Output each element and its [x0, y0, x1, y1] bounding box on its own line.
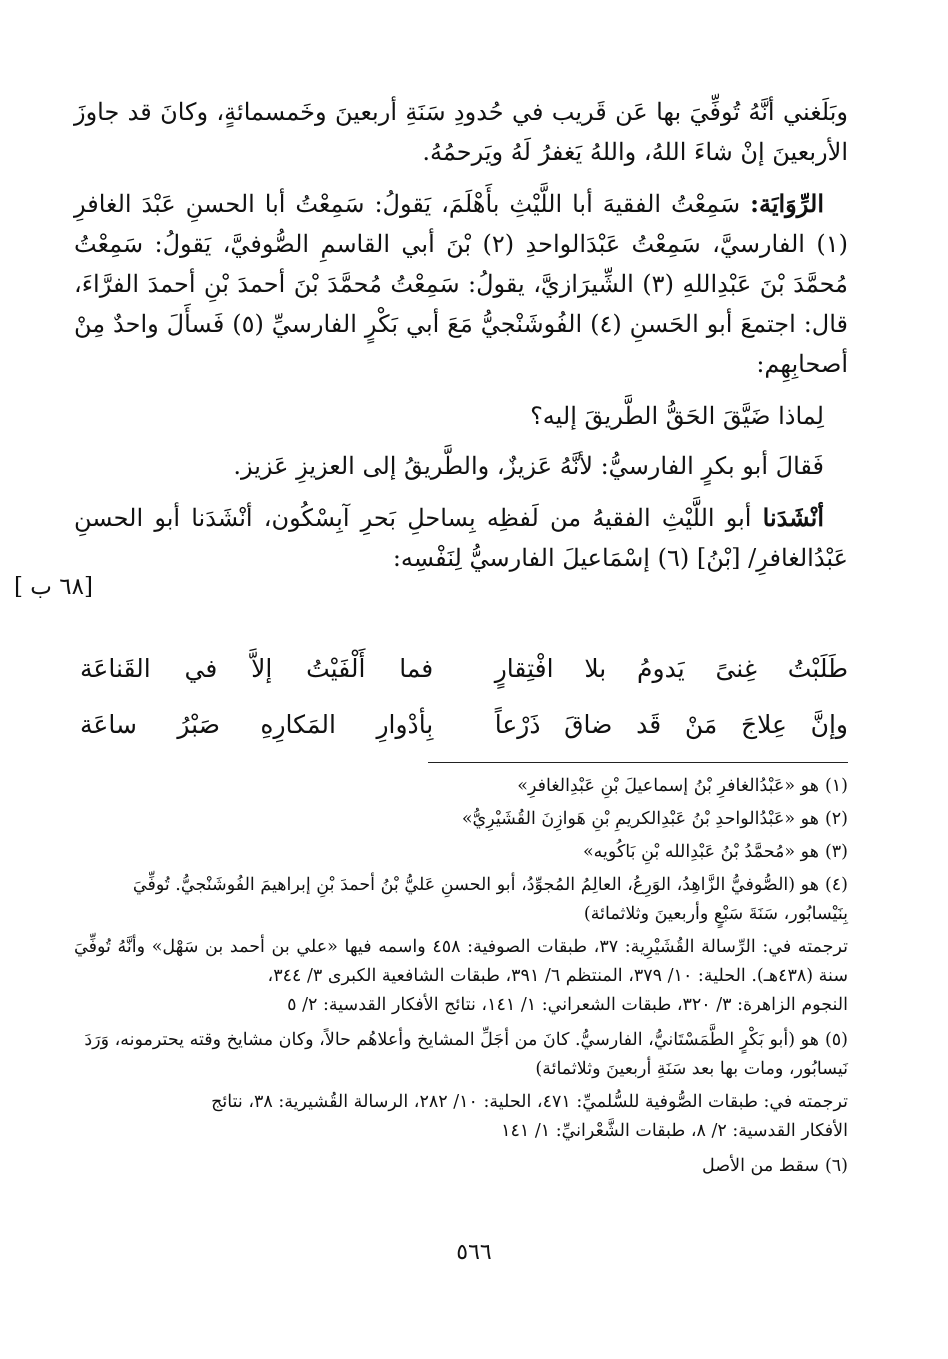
footnote-2	[74, 805, 848, 834]
footnote-5	[74, 1026, 848, 1084]
footnote-text: هو «عَبْدُالواحدِ بْنُ عَبْدِالكريمِ بْنِ هَوازِنَ القُشَيْرِيُّ»	[461, 809, 819, 829]
footnote-number: (١)	[824, 776, 848, 796]
footnote-text: هو (الصُّوفيُّ الزَّاهِدُ، الوَرِعُ، العالِمُ المُجوِّدُ، أبو الحسنِ عَليُّ بْنُ أحمدَ بْنِ إبراهيمَ الفُوشَنْجيُّ. تُوفِّيَ بِنَيْسابُور، سَنَةَ سَبْعٍ وأربعينَ وثلاثمائة)	[132, 875, 848, 924]
paragraph-death-note: وبَلَغني أنَّهُ تُوفِّيَ بها عَن قَريب في حُدودِ سَنَةِ أربعينَ وخَمسمائةٍ، وكانَ قد جاوزَ الأربعينَ إنْ شاءَ اللهُ، واللهُ يَغفرُ لَهُ ويَرحمُهُ.	[74, 98, 848, 166]
riwaya-heading: الرِّوَايَة:	[750, 189, 824, 218]
riwaya-text: سَمِعْتُ الفقيهَ أبا اللَّيْثِ بأَهْلَمَ، يَقولُ: سَمِعْتُ أبا الحسنِ عَبْدَ الغافرِ (١) الفارسيَّ، سَمِعْتُ عَبْدَالواحدِ (٢) بْنَ أبي القاسمِ الصُّوفيَّ، يَقولُ: سَمِعْتُ مُحمَّدَ بْنَ عَبْدِاللهِ (٣) الشِّيرَازيَّ، يقولُ: سَمِعْتُ مُحمَّدَ بْنَ أحمدَ بْنِ أحمدَ الفرَّاءَ، قال: اجتمعَ أبو الحَسنِ (٤) الفُوشَنْجيُّ مَعَ أبي بَكْرٍ الفارسيِّ (٥) فَسأَلَ واحدٌ مِنْ أصحابِهِم:	[74, 190, 848, 378]
folio-marker: [٦٨ ب ]	[14, 574, 93, 600]
main-text-block	[74, 92, 848, 590]
poem-verse-1-second-hemistich: فما أَلْفَيْتُ إلاَّ في القَناعَة	[80, 653, 434, 683]
reference-line: الأفكار القدسية: ٢/ ٨، طبقات الشَّعْرانيِّ: ١/ ١٤١	[501, 1121, 848, 1141]
footnote-5-references	[74, 1088, 848, 1146]
footnote-text: هو «عَبْدُالغافرِ بْنُ إسماعيلَ بْنِ عَبْدِالغافرِ»	[517, 776, 819, 796]
paragraph-riwaya	[74, 184, 848, 384]
paragraph-inshad	[74, 498, 848, 578]
footnotes	[74, 772, 848, 1185]
reference-line: ترجمته في: الرِّسالة القُشَيْرِية: ٣٧، طبقات الصوفية: ٤٥٨ واسمه فيها «علي بن أحمد بن سَهْل» وأنَّهُ تُوفِّيَ سنة (٤٣٨هـ). الحلية: ١٠/ ٣٧٩، المنتظم ٦/ ٣٩١، طبقات الشافعية الكبرى ٣/ ٣٤٤،	[74, 937, 848, 986]
reference-line: ترجمته في: طبقات الصُّوفية للسُّلميِّ: ٤٧١، الحلية: ١٠/ ٢٨٢، الرسالة القُشيرية: ٣٨، نتائج	[211, 1092, 848, 1112]
footnote-separator	[428, 762, 848, 763]
footnote-1	[74, 772, 848, 801]
poem-verse-2-first-hemistich: وإنَّ عِلاجَ مَنْ قَد ضاقَ ذَرْعاً	[494, 709, 848, 739]
footnote-6	[74, 1152, 848, 1181]
poem-verse-1-first-hemistich: طَلَبْتُ غِنىً يَدومُ بلا افْتِقارٍ	[494, 653, 848, 683]
footnote-number: (٦)	[824, 1156, 848, 1176]
footnote-number: (٥)	[824, 1030, 848, 1050]
paragraph-answer: فَقالَ أبو بكرٍ الفارسيُّ: لأنَّهُ عَزيزٌ، والطَّريقُ إلى العزيزِ عَزيز.	[233, 452, 824, 480]
poem	[80, 640, 848, 752]
footnote-text: هو «مُحمَّدُ بْنُ عَبْدِالله بْنِ بَاكُويه»	[582, 842, 819, 862]
footnote-number: (٢)	[824, 809, 848, 829]
footnote-number: (٣)	[824, 842, 848, 862]
paragraph-question: لِماذا ضَيَّقَ الحَقُّ الطَّريقَ إليه؟	[530, 402, 824, 430]
footnote-4-references	[74, 933, 848, 1020]
poem-verse-2	[80, 696, 848, 752]
footnote-number: (٤)	[824, 875, 848, 895]
reference-line: النجوم الزاهرة: ٣/ ٣٢٠، طبقات الشعراني: ١/ ١٤١، نتائج الأفكار القدسية: ٢/ ٥	[287, 995, 848, 1015]
footnote-3	[74, 838, 848, 867]
inshad-text: أبو اللَّيْثِ الفقيهُ من لَفظِه بِساحلِ بَحرِ آبِسْكُون، أنْشَدَنا أبو الحسنِ عَبْدُالغافرِ/ [بْنُ] (٦) إسْمَاعيلَ الفارسيُّ لِنَفْسِه:	[74, 504, 848, 572]
poem-verse-1	[80, 640, 848, 696]
poem-verse-2-second-hemistich: بِأدْوارِ المَكارِهِ صَبْرُ ساعَة	[80, 709, 434, 739]
footnote-text: هو (أبو بَكْرٍ الطَّمَسْتَانيُّ، الفارسيُّ. كانَ من أجَلِّ المشايخ وأعلاهُم حالاً، وكان مشايخ وقته يحترمونه، وَرَدَ نَيسابُور، ومات بها بعد سَنَةِ أربعينَ وثلاثمائة)	[84, 1030, 848, 1079]
page-number: ٥٦٦	[456, 1240, 492, 1265]
inshad-lead: أنْشَدَنا	[762, 503, 824, 532]
footnote-4	[74, 871, 848, 929]
footnote-text: سقط من الأصل	[702, 1156, 819, 1176]
